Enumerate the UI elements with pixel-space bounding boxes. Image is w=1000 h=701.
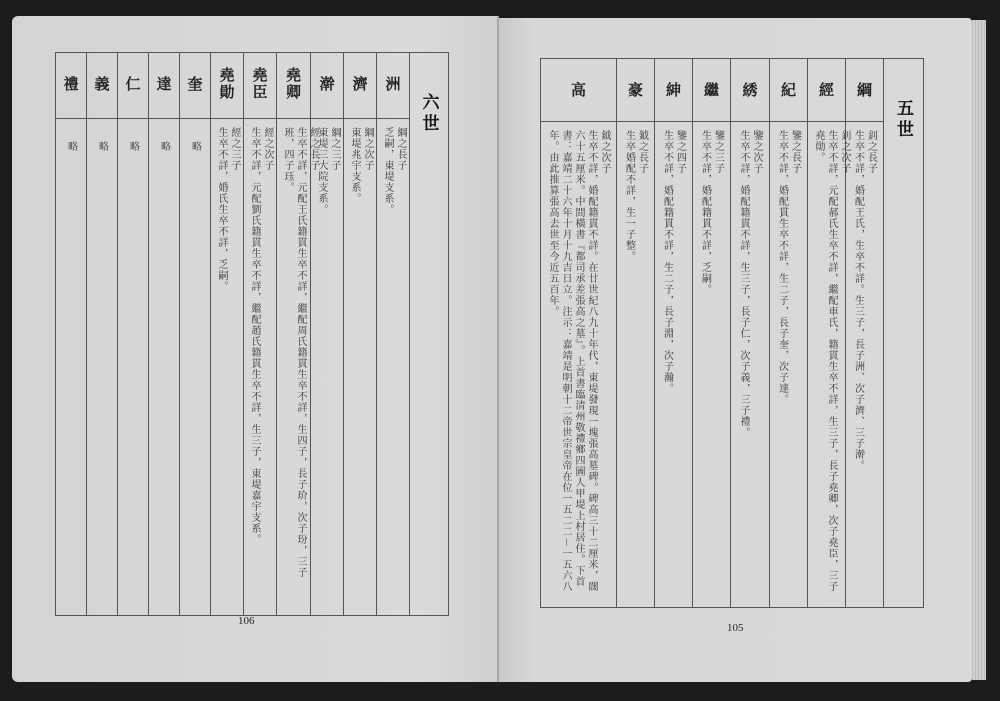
name-cell: 紳 <box>655 59 693 122</box>
desc-cell: 釗之次子 生卒不詳，元配郝氏生卒不詳，繼配車氏，籍貫生卒不詳，生三子，長子堯卿，次子堯臣，三子堯勛。 <box>808 122 846 608</box>
generation-cell <box>410 53 449 616</box>
book-spine <box>497 16 499 682</box>
page-edges <box>972 20 986 680</box>
desc-cell: 綱之三子 東堤三大院支系。 <box>311 119 344 616</box>
name-cell: 高 <box>541 59 617 122</box>
name-cell: 紀 <box>770 59 808 122</box>
name-cell: 奎 <box>180 53 211 119</box>
name-cell: 綱 <box>846 59 884 122</box>
desc-cell: 鑒之三子 生卒不詳，婚配籍貫不詳，乏嗣。 <box>693 122 731 608</box>
name-cell: 濟 <box>344 53 377 119</box>
desc-cell: 釗之長子 生卒不詳，婚配王氏，生卒不詳。生三子，長子洲、次子濟、三子澣。 <box>846 122 884 608</box>
desc-cell: 鉞之次子 生卒不詳，婚配籍貫不詳。在廿世紀八九十年代，東堤發現一塊張高墓碑。碑高三十二厘米，闊六十五厘米。中間橫書『都司承差張高之墓』。上首書臨清州敬禮鄉四圖人甲堤上村居住。下首書：嘉靖二十六年十月十九吉日立。注示：嘉靖是明朝十二帝世宗皇帝在位一五二二－一五六八年。由此推算張高去世至今近五百年。 <box>541 122 617 608</box>
name-cell: 達 <box>149 53 180 119</box>
name-cell: 禮 <box>56 53 87 119</box>
name-cell: 義 <box>87 53 118 119</box>
desc-cell: 經之三子 生卒不詳，婚氏生卒不詳，乏嗣。 <box>211 119 244 616</box>
name-cell: 綉 <box>731 59 770 122</box>
name-cell: 堯卿 <box>277 53 311 119</box>
left-genealogy-table <box>55 52 449 616</box>
desc-cell: 鑒之四子 生卒不詳，婚配籍貫不詳，生二子，長子淵，次子瀚。 <box>655 122 693 608</box>
desc-cell: 略 <box>180 119 211 616</box>
desc-cell: 經之長子 生卒不詳，元配王氏籍貫生卒不詳，繼配周氏籍貫生卒不詳，生四子，長子玠，次子玢，三子班，四子珏。 <box>277 119 311 616</box>
desc-cell: 略 <box>118 119 149 616</box>
desc-cell: 經之次子 生卒不詳，元配劉氏籍貫生卒不詳，繼配趙氏籍貫生卒不詳，生三子，東堤嘉宇支系。 <box>244 119 277 616</box>
name-cell: 繼 <box>693 59 731 122</box>
name-cell: 經 <box>808 59 846 122</box>
page-number-right: 105 <box>727 622 744 634</box>
generation-cell <box>884 59 924 608</box>
generation-label: 五世 <box>893 99 913 141</box>
right-genealogy-table <box>540 58 924 608</box>
name-cell: 澣 <box>311 53 344 119</box>
name-cell: 堯勛 <box>211 53 244 119</box>
desc-cell: 略 <box>149 119 180 616</box>
name-cell: 洲 <box>377 53 410 119</box>
desc-cell: 鑒之長子 生卒不詳，婚配貫生卒不詳，生二子，長子奎，次子達。 <box>770 122 808 608</box>
page-number-left: 106 <box>238 615 255 627</box>
desc-cell: 鑒之次子 生卒不詳，婚配籍貫不詳，生三子，長子仁，次子義，三子禮。 <box>731 122 770 608</box>
generation-label: 六世 <box>418 93 439 135</box>
name-cell: 豪 <box>617 59 655 122</box>
desc-cell: 略 <box>87 119 118 616</box>
desc-cell: 鉞之長子 生卒婚配不詳，生一子整。 <box>617 122 655 608</box>
desc-cell: 略 <box>56 119 87 616</box>
name-cell: 仁 <box>118 53 149 119</box>
name-cell: 堯臣 <box>244 53 277 119</box>
desc-cell: 綱之次子 東堤兆宇支系。 <box>344 119 377 616</box>
desc-cell: 綱之長子 乏嗣，東堤支系。 <box>377 119 410 616</box>
